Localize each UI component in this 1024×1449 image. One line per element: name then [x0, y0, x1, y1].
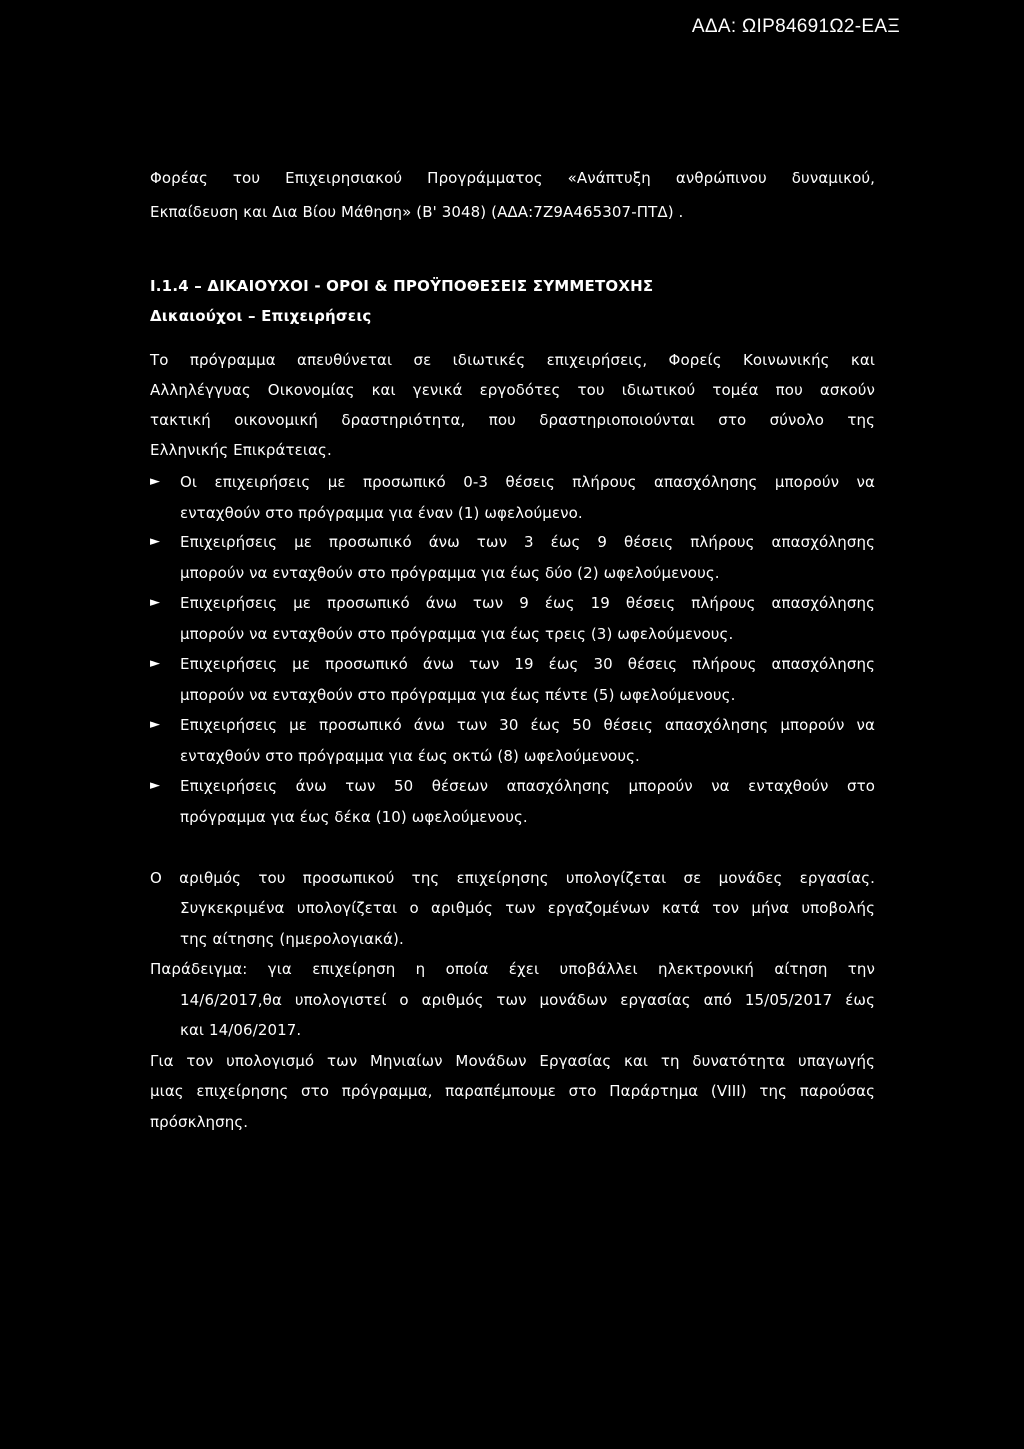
closing-line-3: πρόσκλησης. [150, 1113, 249, 1131]
bullet-3-line-1: Επιχειρήσεις με προσωπικό άνω των 9 έως 19 θέσεις πλήρους απασχόλησης [180, 594, 875, 612]
bullet-4-line-1: Επιχειρήσεις με προσωπικό άνω των 19 έως 30 θέσεις πλήρους απασχόλησης [180, 655, 875, 673]
section-heading: Ι.1.4 – ΔΙΚΑΙΟΥΧΟΙ - ΟΡΟΙ & ΠΡΟΫΠΟΘΕΣΕΙΣ ΣΥΜΜΕΤΟΧΗΣ [150, 277, 654, 295]
bullet-6-line-2: πρόγραμμα για έως δέκα (10) ωφελούμενους. [180, 808, 528, 826]
bullet-5-line-2: ενταχθούν στο πρόγραμμα για έως οκτώ (8) ωφελούμενους. [180, 747, 640, 765]
staff-line-1: Ο αριθμός του προσωπικού της επιχείρησης υπολογίζεται σε μονάδες εργασίας. [150, 869, 875, 887]
paragraph-1-line-3: τακτική οικονομική δραστηριότητα, που δραστηριοποιούνται στο σύνολο της [150, 411, 875, 429]
bullet-arrow-icon: ► [150, 656, 161, 671]
closing-line-2: μιας επιχείρησης στο πρόγραμμα, παραπέμπουμε στο Παράρτημα (VIII) της παρούσας [150, 1082, 875, 1100]
intro-line-2: Εκπαίδευση και Δια Βίου Μάθηση» (Β' 3048) (ΑΔΑ:7Ζ9Α465307-ΠΤΔ) . [150, 203, 684, 221]
paragraph-1-line-4: Ελληνικής Επικράτειας. [150, 441, 332, 459]
closing-line-1: Για τον υπολογισμό των Μηνιαίων Μονάδων Εργασίας και τη δυνατότητα υπαγωγής [150, 1052, 875, 1070]
bullet-5-line-1: Επιχειρήσεις με προσωπικό άνω των 30 έως 50 θέσεις απασχόλησης μπορούν να [180, 716, 875, 734]
bullet-arrow-icon: ► [150, 534, 161, 549]
example-line-1: Παράδειγμα: για επιχείρηση η οποία έχει υποβάλλει ηλεκτρονική αίτηση την [150, 960, 875, 978]
bullet-arrow-icon: ► [150, 717, 161, 732]
intro-line-1: Φορέας του Επιχειρησιακού Προγράμματος «Ανάπτυξη ανθρώπινου δυναμικού, [150, 169, 875, 187]
bullet-6-line-1: Επιχειρήσεις άνω των 50 θέσεων απασχόλησης μπορούν να ενταχθούν στο [180, 777, 875, 795]
example-line-3: και 14/06/2017. [180, 1021, 302, 1039]
bullet-arrow-icon: ► [150, 474, 161, 489]
paragraph-1-line-2: Αλληλέγγυας Οικονομίας και γενικά εργοδότες του ιδιωτικού τομέα που ασκούν [150, 381, 875, 399]
bullet-arrow-icon: ► [150, 778, 161, 793]
staff-line-3: της αίτησης (ημερολογιακά). [180, 930, 404, 948]
bullet-2-line-1: Επιχειρήσεις με προσωπικό άνω των 3 έως 9 θέσεις πλήρους απασχόλησης [180, 533, 875, 551]
bullet-2-line-2: μπορούν να ενταχθούν στο πρόγραμμα για έως δύο (2) ωφελούμενους. [180, 564, 720, 582]
bullet-4-line-2: μπορούν να ενταχθούν στο πρόγραμμα για έως πέντε (5) ωφελούμενους. [180, 686, 736, 704]
staff-line-2: Συγκεκριμένα υπολογίζεται ο αριθμός των εργαζομένων κατά τον μήνα υποβολής [180, 899, 875, 917]
bullet-arrow-icon: ► [150, 595, 161, 610]
bullet-1-line-1: Οι επιχειρήσεις με προσωπικό 0-3 θέσεις πλήρους απασχόλησης μπορούν να [180, 473, 875, 491]
section-subheading: Δικαιούχοι – Επιχειρήσεις [150, 307, 372, 325]
example-line-2: 14/6/2017,θα υπολογιστεί ο αριθμός των μονάδων εργασίας από 15/05/2017 έως [180, 991, 875, 1009]
ada-code: ΑΔΑ: ΩΙΡ84691Ω2-ΕΑΞ [691, 16, 900, 37]
paragraph-1-line-1: Το πρόγραμμα απευθύνεται σε ιδιωτικές επιχειρήσεις, Φορείς Κοινωνικής και [150, 351, 875, 369]
bullet-3-line-2: μπορούν να ενταχθούν στο πρόγραμμα για έως τρεις (3) ωφελούμενους. [180, 625, 734, 643]
bullet-1-line-2: ενταχθούν στο πρόγραμμα για έναν (1) ωφελούμενο. [180, 504, 583, 522]
